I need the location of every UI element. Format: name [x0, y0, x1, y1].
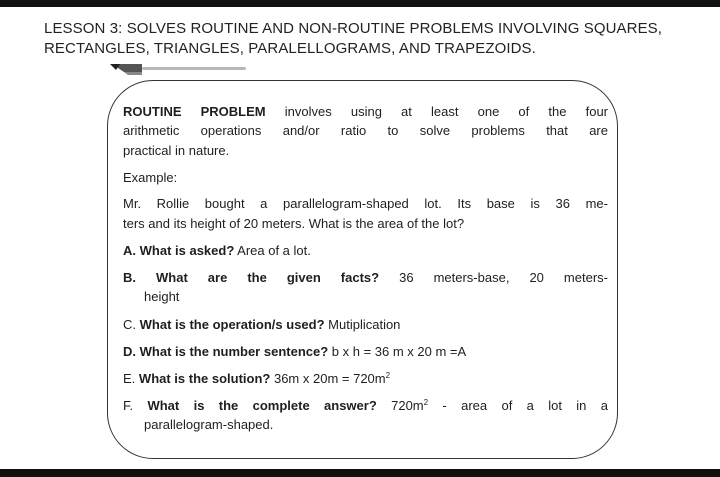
definition-line1 [123, 102, 608, 122]
definition-term: ROUTINE PROBLEM [123, 104, 266, 119]
step-d-question: What is the number sentence? [139, 344, 329, 359]
step-b-question: What are the given facts? [156, 270, 380, 285]
step-b-answer: 36 meters-base, 20 meters- [379, 270, 608, 285]
step-c-answer: Mutiplication [324, 317, 401, 332]
lesson-title-line1: LESSON 3: SOLVES ROUTINE AND NON-ROUTINE PROBLEMS INVOLVING SQUARES, [44, 20, 663, 37]
step-b [123, 268, 608, 306]
step-f [123, 396, 608, 434]
step-f-answer-rest: - area of a lot in a [428, 398, 608, 413]
step-f-label: F. [123, 398, 134, 413]
step-f-line1 [123, 396, 608, 415]
step-d-label: D. [123, 344, 136, 359]
step-d [123, 342, 608, 361]
step-a [123, 241, 608, 260]
step-e-question: What is the solution? [138, 371, 271, 386]
step-f-line2: parallelogram-shaped. [144, 417, 274, 432]
step-b-line2: height [144, 289, 180, 304]
step-e-answer: 36m x 20m = 720m [270, 371, 386, 386]
lesson-title-line2: RECTANGLES, TRIANGLES, PARALELLOGRAMS, AND TRAPEZOIDS. [44, 40, 536, 57]
step-f-answer: 720m [376, 398, 424, 413]
step-b-label: B. [123, 270, 136, 285]
problem-line1: Mr. Rollie bought a parallelogram-shaped lot. Its base is 36 me- [123, 196, 608, 211]
step-a-label: A. [123, 243, 136, 258]
step-e-label: E. [123, 371, 136, 386]
step-c [123, 315, 608, 334]
step-e [123, 369, 608, 388]
definition-line1-text: involves using at least one of the four [265, 104, 608, 119]
step-c-label: C. [123, 317, 136, 332]
lesson-title [44, 19, 684, 59]
step-f-superscript: 2 [423, 398, 429, 407]
example-label: Example: [123, 170, 178, 185]
problem-line2: ters and its height of 20 meters. What is the area of the lot? [123, 216, 465, 231]
definition-line3: practical in nature. [123, 143, 230, 158]
pencil-icon [106, 58, 256, 80]
step-d-answer: b x h = 36 m x 20 m =A [328, 344, 467, 359]
top-border [0, 0, 720, 7]
step-c-question: What is the operation/s used? [139, 317, 325, 332]
step-a-answer: Area of a lot. [234, 243, 311, 258]
step-a-question: What is asked? [139, 243, 235, 258]
step-f-question: What is the complete answer? [147, 398, 377, 413]
definition-line2: arithmetic operations and/or ratio to solve problems that are [123, 123, 608, 138]
step-e-superscript: 2 [385, 371, 391, 380]
bottom-border [0, 469, 720, 477]
step-b-line1 [123, 268, 608, 287]
